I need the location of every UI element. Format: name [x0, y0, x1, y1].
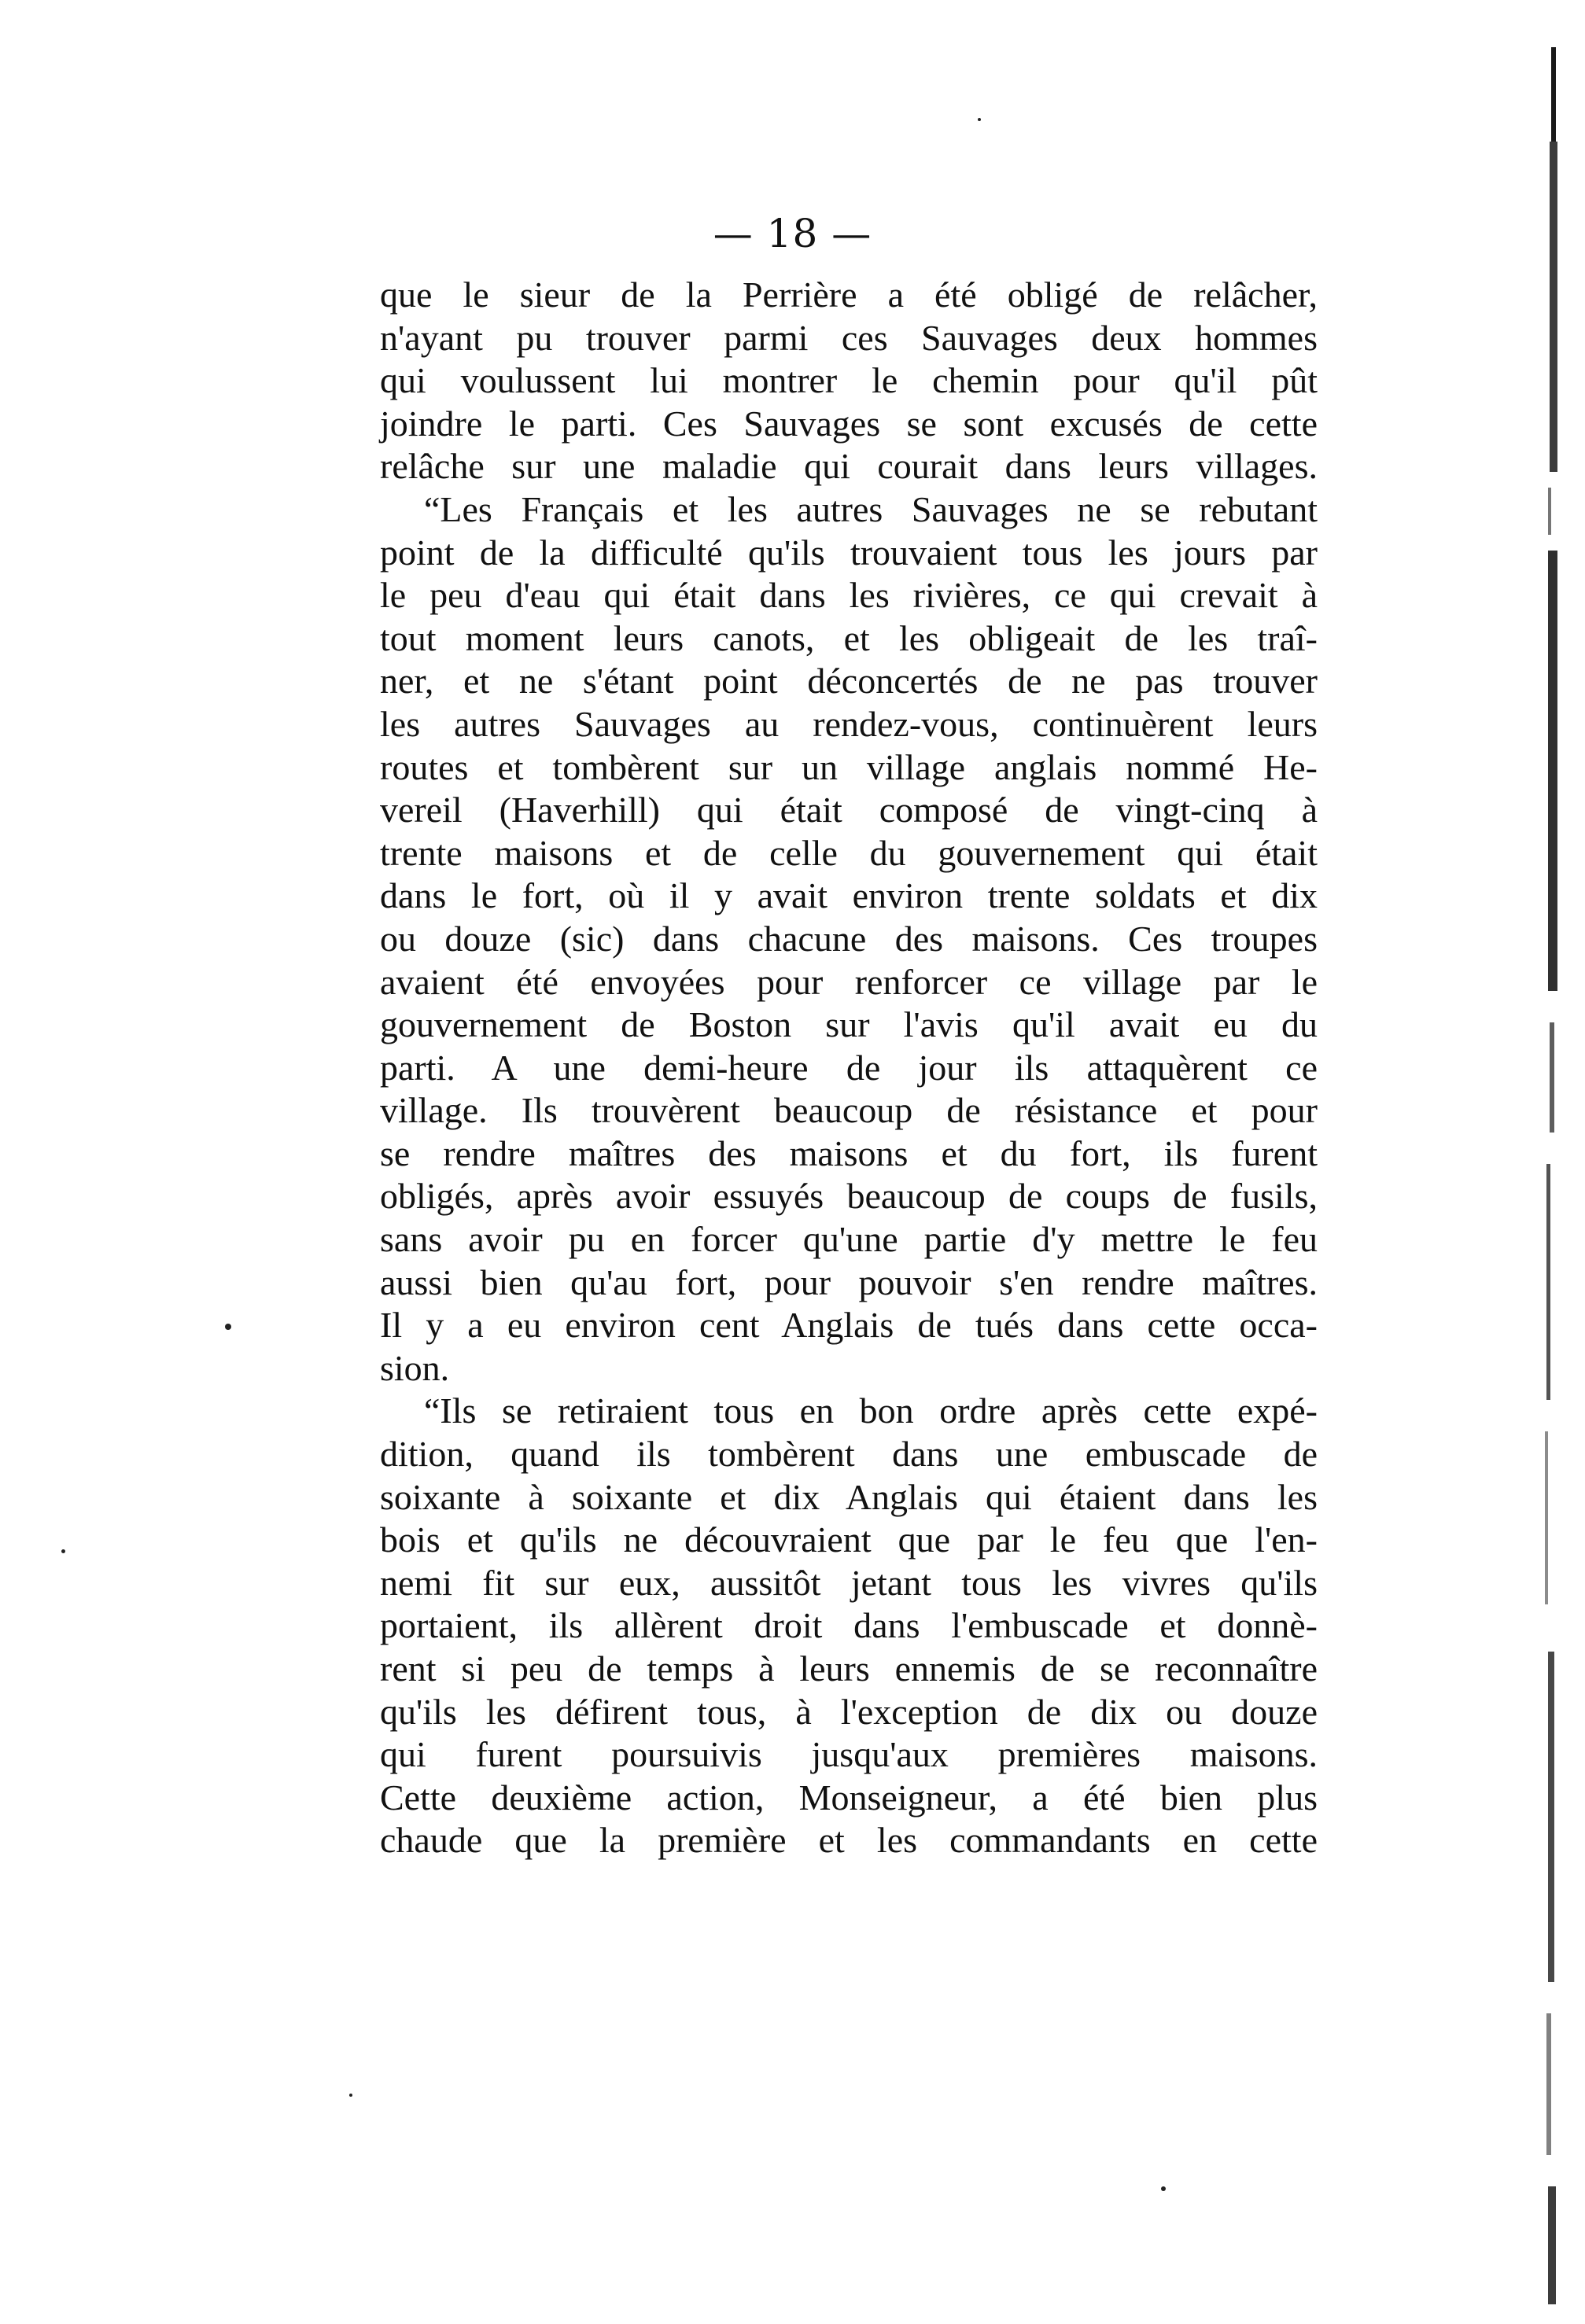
text-line: obligés, après avoir essuyés beaucoup de coups de fusils,	[380, 1176, 1318, 1217]
text-line: soixante à soixante et dix Anglais qui étaient dans les	[380, 1476, 1318, 1517]
text-line: sans avoir pu en forcer qu'une partie d'y mettre le feu	[380, 1219, 1318, 1260]
scan-speck	[349, 2094, 352, 2097]
text-line: gouvernement de Boston sur l'avis qu'il avait eu du	[380, 1004, 1318, 1045]
body-text	[380, 274, 1318, 1862]
text-line: joindre le parti. Ces Sauvages se sont excusés de cette	[380, 403, 1318, 444]
text-line: qui voulussent lui montrer le chemin pour qu'il pût	[380, 360, 1318, 401]
scan-speck	[225, 1324, 231, 1330]
text-line: vereil (Haverhill) qui était composé de vingt-cinq à	[380, 790, 1318, 831]
text-line: nemi fit sur eux, aussitôt jetant tous les vivres qu'ils	[380, 1562, 1318, 1603]
text-line: point de la difficulté qu'ils trouvaient tous les jours par	[380, 532, 1318, 573]
text-line: Il y a eu environ cent Anglais de tués dans cette occa-	[380, 1305, 1318, 1346]
text-line: qu'ils les défirent tous, à l'exception de dix ou douze	[380, 1691, 1318, 1732]
text-line: n'ayant pu trouver parmi ces Sauvages deux hommes	[380, 317, 1318, 358]
text-line: dans le fort, où il y avait environ trente soldats et dix	[380, 875, 1318, 916]
text-line: sion.	[380, 1347, 450, 1388]
text-line: le peu d'eau qui était dans les rivières, ce qui crevait à	[380, 575, 1318, 616]
scan-speck	[978, 118, 981, 121]
text-line: trente maisons et de celle du gouvernement qui était	[380, 832, 1318, 873]
text-line: tout moment leurs canots, et les obligeait de les traî-	[380, 617, 1318, 658]
text-line: bois et qu'ils ne découvraient que par le feu que l'en-	[380, 1519, 1318, 1560]
text-line: aussi bien qu'au fort, pour pouvoir s'en rendre maîtres.	[380, 1261, 1318, 1302]
text-line: routes et tombèrent sur un village anglais nommé He-	[380, 746, 1318, 787]
text-line: “Ils se retiraient tous en bon ordre après cette expé-	[424, 1390, 1318, 1431]
text-line: relâche sur une maladie qui courait dans leurs villages.	[380, 446, 1318, 487]
scan-edge-shadow	[1543, 47, 1559, 2312]
text-line: les autres Sauvages au rendez-vous, continuèrent leurs	[380, 703, 1318, 744]
text-line: que le sieur de la Perrière a été obligé de relâcher,	[380, 274, 1318, 315]
text-line: Cette deuxième action, Monseigneur, a été bien plus	[380, 1777, 1318, 1818]
text-line: se rendre maîtres des maisons et du fort, ils furent	[380, 1133, 1318, 1173]
text-line: chaude que la première et les commandants en cette	[380, 1820, 1318, 1861]
text-line: ou douze (sic) dans chacune des maisons. Ces troupes	[380, 918, 1318, 959]
page-number: — 18 —	[713, 211, 872, 256]
text-line: parti. A une demi-heure de jour ils attaquèrent ce	[380, 1047, 1318, 1088]
scan-speck	[61, 1549, 65, 1553]
text-line: “Les Français et les autres Sauvages ne se rebutant	[424, 488, 1318, 529]
text-line: qui furent poursuivis jusqu'aux premières maisons.	[380, 1734, 1318, 1775]
text-line: rent si peu de temps à leurs ennemis de se reconnaître	[380, 1648, 1318, 1689]
text-line: dition, quand ils tombèrent dans une embuscade de	[380, 1434, 1318, 1475]
scan-speck	[1161, 2186, 1166, 2191]
text-line: ner, et ne s'étant point déconcertés de ne pas trouver	[380, 661, 1318, 702]
text-line: village. Ils trouvèrent beaucoup de résistance et pour	[380, 1090, 1318, 1131]
text-line: avaient été envoyées pour renforcer ce village par le	[380, 961, 1318, 1002]
text-line: portaient, ils allèrent droit dans l'embuscade et donnè-	[380, 1605, 1318, 1646]
